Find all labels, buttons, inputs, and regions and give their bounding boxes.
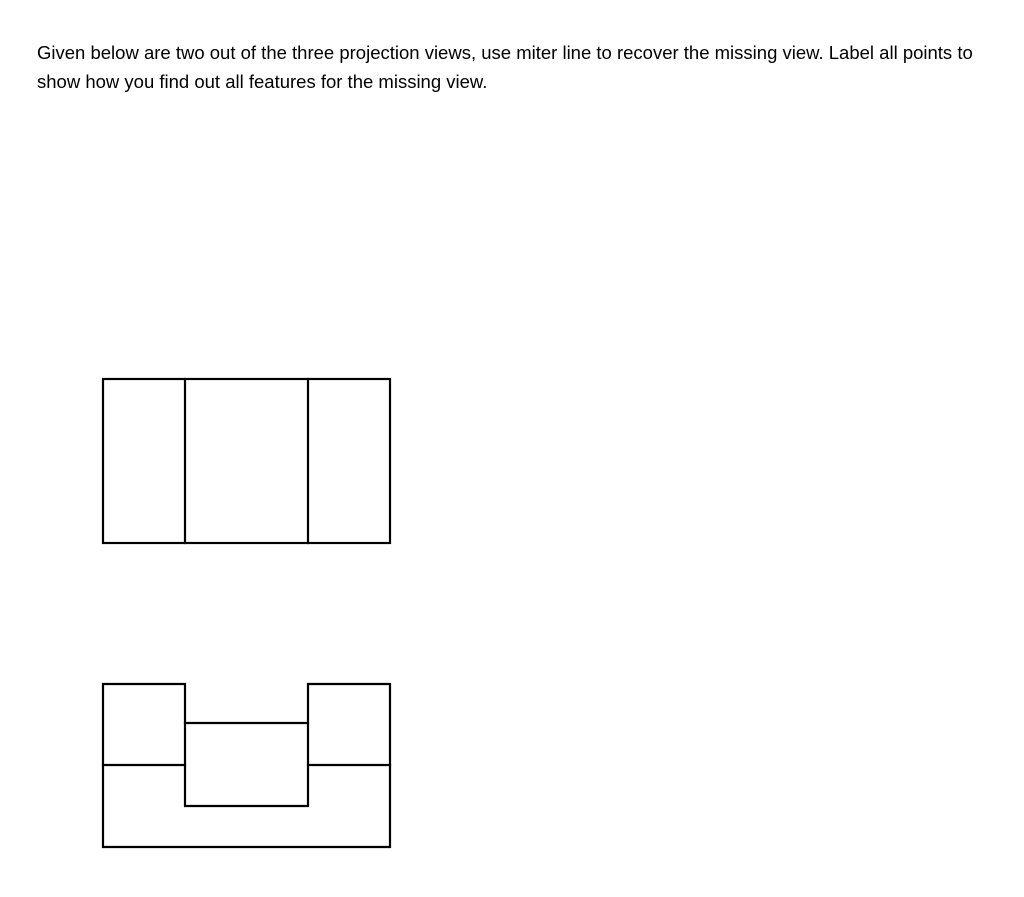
front-view [103,684,390,847]
instruction-text: Given below are two out of the three projection views, use miter line to recover the missing view. Label all points to show how you find out all features for the missing view. [37,42,973,92]
top-view-outline [103,379,390,543]
top-view [103,379,390,543]
